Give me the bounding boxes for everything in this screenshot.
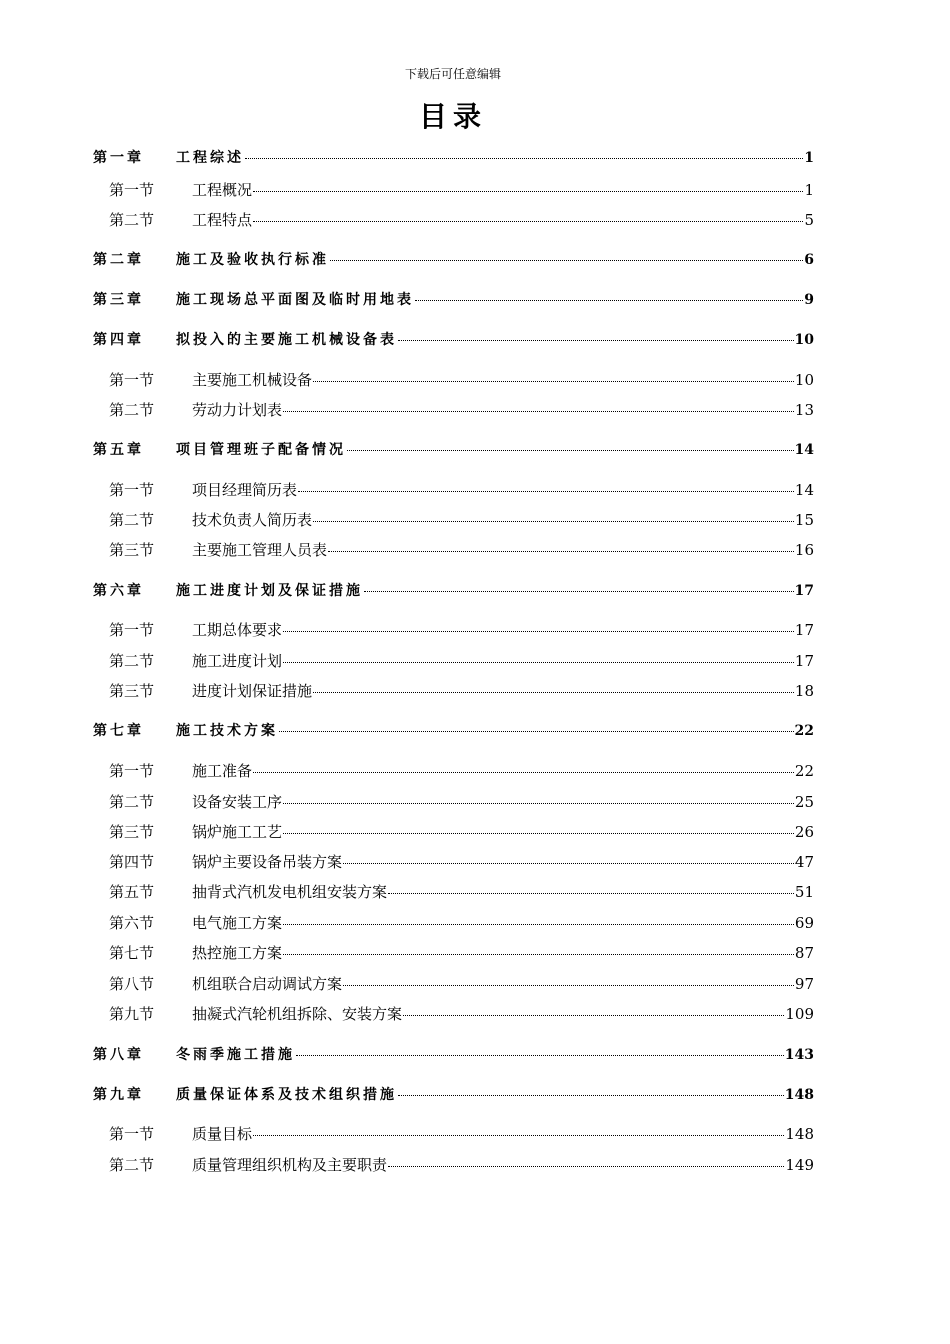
toc-entry-title: 工期总体要求 (192, 621, 283, 639)
toc-dot-leader (253, 221, 803, 222)
toc-page-number: 22 (794, 762, 814, 780)
toc-page-number: 18 (794, 682, 814, 700)
toc-section-entry[interactable] (109, 882, 814, 902)
toc-dot-leader (253, 772, 794, 773)
toc-section-entry[interactable] (109, 370, 814, 390)
toc-entry-title: 施工技术方案 (176, 723, 278, 739)
toc-entry-number: 第九节 (109, 1005, 155, 1023)
toc-entry-title: 施工现场总平面图及临时用地表 (176, 292, 414, 308)
toc-entry-title: 主要施工管理人员表 (192, 541, 328, 559)
toc-chapter-entry[interactable] (93, 721, 814, 741)
toc-page-number: 26 (794, 823, 814, 841)
toc-page-number: 51 (794, 883, 814, 901)
toc-page-number: 149 (785, 1156, 814, 1174)
toc-entry-title: 工程特点 (192, 211, 253, 229)
toc-chapter-entry[interactable] (93, 440, 814, 460)
toc-page-number: 22 (794, 723, 814, 739)
toc-dot-leader (283, 924, 794, 925)
toc-entry-title: 项目经理简历表 (192, 481, 298, 499)
toc-entry-number: 第八节 (109, 975, 155, 993)
toc-section-entry[interactable] (109, 510, 814, 530)
toc-page-number: 143 (784, 1047, 814, 1063)
toc-chapter-entry[interactable] (93, 250, 814, 270)
toc-dot-leader (330, 260, 803, 261)
toc-section-entry[interactable] (109, 1004, 814, 1024)
toc-entry-title: 工程概况 (192, 181, 253, 199)
toc-section-entry[interactable] (109, 620, 814, 640)
toc-page-number: 6 (804, 252, 814, 268)
toc-page-number: 17 (794, 621, 814, 639)
toc-section-entry[interactable] (109, 681, 814, 701)
toc-entry-title: 进度计划保证措施 (192, 682, 313, 700)
toc-entry-number: 第五章 (93, 442, 144, 458)
toc-chapter-entry[interactable] (93, 148, 814, 168)
toc-page-number: 1 (804, 181, 814, 199)
toc-entry-title: 热控施工方案 (192, 944, 283, 962)
toc-entry-number: 第四节 (109, 853, 155, 871)
toc-section-entry[interactable] (109, 1124, 814, 1144)
toc-entry-title: 电气施工方案 (192, 914, 283, 932)
toc-entry-title: 设备安装工序 (192, 793, 283, 811)
toc-entry-title: 质量管理组织机构及主要职责 (192, 1156, 388, 1174)
toc-page-number: 9 (804, 292, 814, 308)
toc-entry-title: 项目管理班子配备情况 (176, 442, 346, 458)
toc-dot-leader (245, 158, 803, 159)
toc-dot-leader (283, 954, 794, 955)
toc-entry-number: 第一章 (93, 150, 144, 166)
toc-entry-number: 第二节 (109, 211, 155, 229)
toc-page-number: 17 (794, 583, 814, 599)
toc-section-entry[interactable] (109, 822, 814, 842)
header-note: 下载后可任意编辑 (404, 67, 501, 81)
toc-dot-leader (415, 300, 803, 301)
toc-entry-title: 拟投入的主要施工机械设备表 (176, 332, 397, 348)
toc-entry-title: 锅炉施工工艺 (192, 823, 283, 841)
toc-entry-number: 第三节 (109, 541, 155, 559)
toc-entry-number: 第三节 (109, 823, 155, 841)
toc-dot-leader (343, 863, 794, 864)
toc-page-number: 16 (794, 541, 814, 559)
toc-section-entry[interactable] (109, 180, 814, 200)
toc-entry-number: 第二节 (109, 793, 155, 811)
toc-entry-number: 第一节 (109, 621, 155, 639)
toc-dot-leader (283, 662, 794, 663)
toc-entry-number: 第三章 (93, 292, 144, 308)
toc-entry-number: 第一节 (109, 181, 155, 199)
toc-dot-leader (347, 450, 794, 451)
toc-entry-number: 第二节 (109, 652, 155, 670)
toc-entry-number: 第七章 (93, 723, 144, 739)
toc-section-entry[interactable] (109, 761, 814, 781)
toc-dot-leader (313, 381, 794, 382)
toc-entry-number: 第九章 (93, 1087, 144, 1103)
toc-dot-leader (313, 692, 794, 693)
toc-page-number: 13 (794, 401, 814, 419)
toc-entry-number: 第二节 (109, 401, 155, 419)
toc-dot-leader (328, 551, 794, 552)
toc-dot-leader (398, 340, 794, 341)
toc-entry-number: 第一节 (109, 762, 155, 780)
toc-entry-title: 施工及验收执行标准 (176, 252, 329, 268)
toc-dot-leader (313, 521, 794, 522)
toc-entry-number: 第四章 (93, 332, 144, 348)
toc-entry-title: 抽凝式汽轮机组拆除、安装方案 (192, 1005, 403, 1023)
toc-dot-leader (253, 191, 803, 192)
toc-page-number: 47 (794, 853, 814, 871)
toc-dot-leader (364, 591, 794, 592)
toc-section-entry[interactable] (109, 852, 814, 872)
toc-title: 目录 (418, 100, 487, 133)
toc-section-entry[interactable] (109, 400, 814, 420)
toc-entry-title: 技术负责人简历表 (192, 511, 313, 529)
toc-dot-leader (283, 631, 794, 632)
toc-section-entry[interactable] (109, 540, 814, 560)
toc-entry-number: 第三节 (109, 682, 155, 700)
toc-entry-title: 施工准备 (192, 762, 253, 780)
toc-entry-title: 抽背式汽机发电机组安装方案 (192, 883, 388, 901)
toc-entry-number: 第七节 (109, 944, 155, 962)
toc-entry-title: 工程综述 (176, 150, 244, 166)
table-of-contents (0, 142, 950, 1202)
toc-page-number: 17 (794, 652, 814, 670)
toc-section-entry[interactable] (109, 1155, 814, 1175)
toc-page-number: 148 (785, 1125, 814, 1143)
toc-entry-title: 施工进度计划及保证措施 (176, 583, 363, 599)
toc-entry-number: 第六节 (109, 914, 155, 932)
toc-section-entry[interactable] (109, 974, 814, 994)
toc-section-entry[interactable] (109, 651, 814, 671)
toc-dot-leader (253, 1135, 784, 1136)
toc-entry-number: 第五节 (109, 883, 155, 901)
toc-entry-title: 机组联合启动调试方案 (192, 975, 343, 993)
toc-dot-leader (283, 833, 794, 834)
toc-section-entry[interactable] (109, 943, 814, 963)
toc-dot-leader (296, 1055, 784, 1056)
toc-entry-title: 劳动力计划表 (192, 401, 283, 419)
toc-chapter-entry[interactable] (93, 290, 814, 310)
toc-entry-number: 第六章 (93, 583, 144, 599)
toc-section-entry[interactable] (109, 792, 814, 812)
toc-entry-title: 质量目标 (192, 1125, 253, 1143)
toc-entry-number: 第二章 (93, 252, 144, 268)
toc-page-number: 14 (794, 442, 814, 458)
toc-page-number: 1 (804, 150, 814, 166)
toc-page-number: 69 (794, 914, 814, 932)
toc-entry-title: 冬雨季施工措施 (176, 1047, 295, 1063)
toc-chapter-entry[interactable] (93, 330, 814, 350)
toc-dot-leader (283, 803, 794, 804)
toc-chapter-entry[interactable] (93, 1045, 814, 1065)
toc-section-entry[interactable] (109, 913, 814, 933)
toc-page-number: 10 (794, 332, 814, 348)
toc-dot-leader (298, 491, 794, 492)
toc-page-number: 97 (794, 975, 814, 993)
toc-entry-title: 锅炉主要设备吊装方案 (192, 853, 343, 871)
toc-page-number: 109 (785, 1005, 814, 1023)
toc-entry-number: 第二节 (109, 1156, 155, 1174)
toc-page-number: 5 (804, 211, 814, 229)
toc-entry-number: 第一节 (109, 1125, 155, 1143)
toc-dot-leader (403, 1015, 784, 1016)
toc-entry-number: 第一节 (109, 481, 155, 499)
toc-entry-number: 第一节 (109, 371, 155, 389)
toc-dot-leader (343, 985, 794, 986)
toc-section-entry[interactable] (109, 480, 814, 500)
toc-entry-title: 质量保证体系及技术组织措施 (176, 1087, 397, 1103)
toc-entry-number: 第二节 (109, 511, 155, 529)
toc-entry-title: 施工进度计划 (192, 652, 283, 670)
toc-dot-leader (283, 411, 794, 412)
toc-page-number: 148 (784, 1087, 814, 1103)
toc-page-number: 15 (794, 511, 814, 529)
toc-dot-leader (279, 731, 794, 732)
toc-section-entry[interactable] (109, 210, 814, 230)
toc-chapter-entry[interactable] (93, 1085, 814, 1105)
toc-chapter-entry[interactable] (93, 581, 814, 601)
toc-page-number: 10 (794, 371, 814, 389)
toc-dot-leader (388, 1166, 784, 1167)
toc-page-number: 87 (794, 944, 814, 962)
toc-dot-leader (398, 1095, 784, 1096)
toc-entry-title: 主要施工机械设备 (192, 371, 313, 389)
toc-page-number: 14 (794, 481, 814, 499)
toc-entry-number: 第八章 (93, 1047, 144, 1063)
toc-page-number: 25 (794, 793, 814, 811)
toc-dot-leader (388, 893, 794, 894)
